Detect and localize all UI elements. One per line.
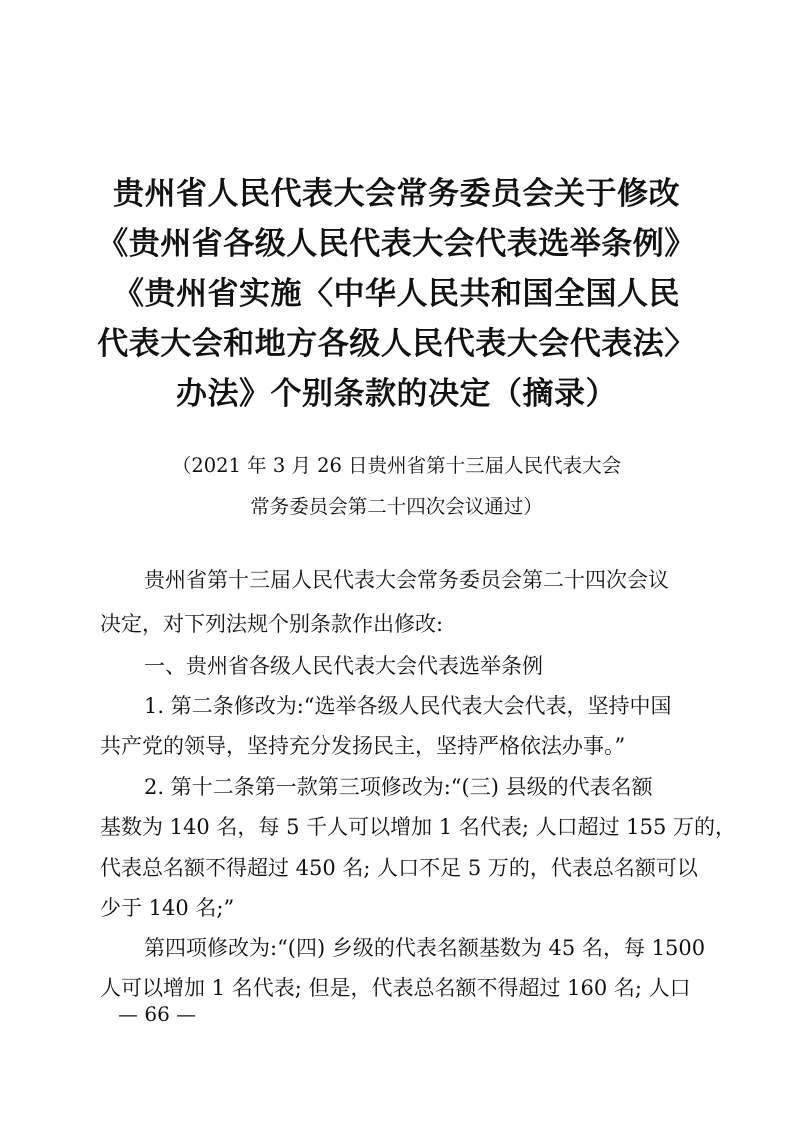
document-title-line-3: 《贵州省实施〈中华人民共和国全国人民 [113,276,680,312]
page-number: — 66 — [118,1002,197,1026]
body-paragraph-line: 少于 140 名;” [100,896,235,920]
body-paragraph-line: 基数为 140 名，每 5 千人可以增加 1 名代表; 人口超过 155 万的， [100,815,737,839]
document-title-line-4: 代表大会和地方各级人民代表大会代表法〉 [97,326,696,362]
document-title-line-5: 办法》个别条款的决定（摘录） [176,376,617,412]
body-paragraph-line: 第四项修改为:“(四) 乡级的代表名额基数为 45 名，每 1500 [144,936,706,960]
body-paragraph-line: 代表总名额不得超过 450 名; 人口不足 5 万的，代表总名额可以 [100,856,698,880]
body-paragraph-line: 人可以增加 1 名代表; 但是，代表总名额不得超过 160 名; 人口 [100,976,691,1000]
body-paragraph-line: 共产党的领导，坚持充分发扬民主，坚持严格依法办事。” [100,734,626,758]
adoption-note-line-1: （2021 年 3 月 26 日贵州省第十三届人民代表大会 [171,454,622,477]
adoption-note-line-2: 常务委员会第二十四次会议通过） [250,495,543,518]
section-heading: 一、贵州省各级人民代表大会代表选举条例 [144,654,543,678]
document-title-line-2: 《贵州省各级人民代表大会代表选举条例》 [97,226,696,262]
body-paragraph-line: 决定，对下列法规个别条款作出修改: [100,612,444,636]
body-paragraph-line: 2. 第十二条第一款第三项修改为:“(三) 县级的代表名额 [144,775,653,799]
document-title-line-1: 贵州省人民代表大会常务委员会关于修改 [113,176,680,212]
body-paragraph-line: 贵州省第十三届人民代表大会常务委员会第二十四次会议 [144,568,669,592]
body-paragraph-line: 1. 第二条修改为:“选举各级人民代表大会代表，坚持中国 [144,694,672,718]
